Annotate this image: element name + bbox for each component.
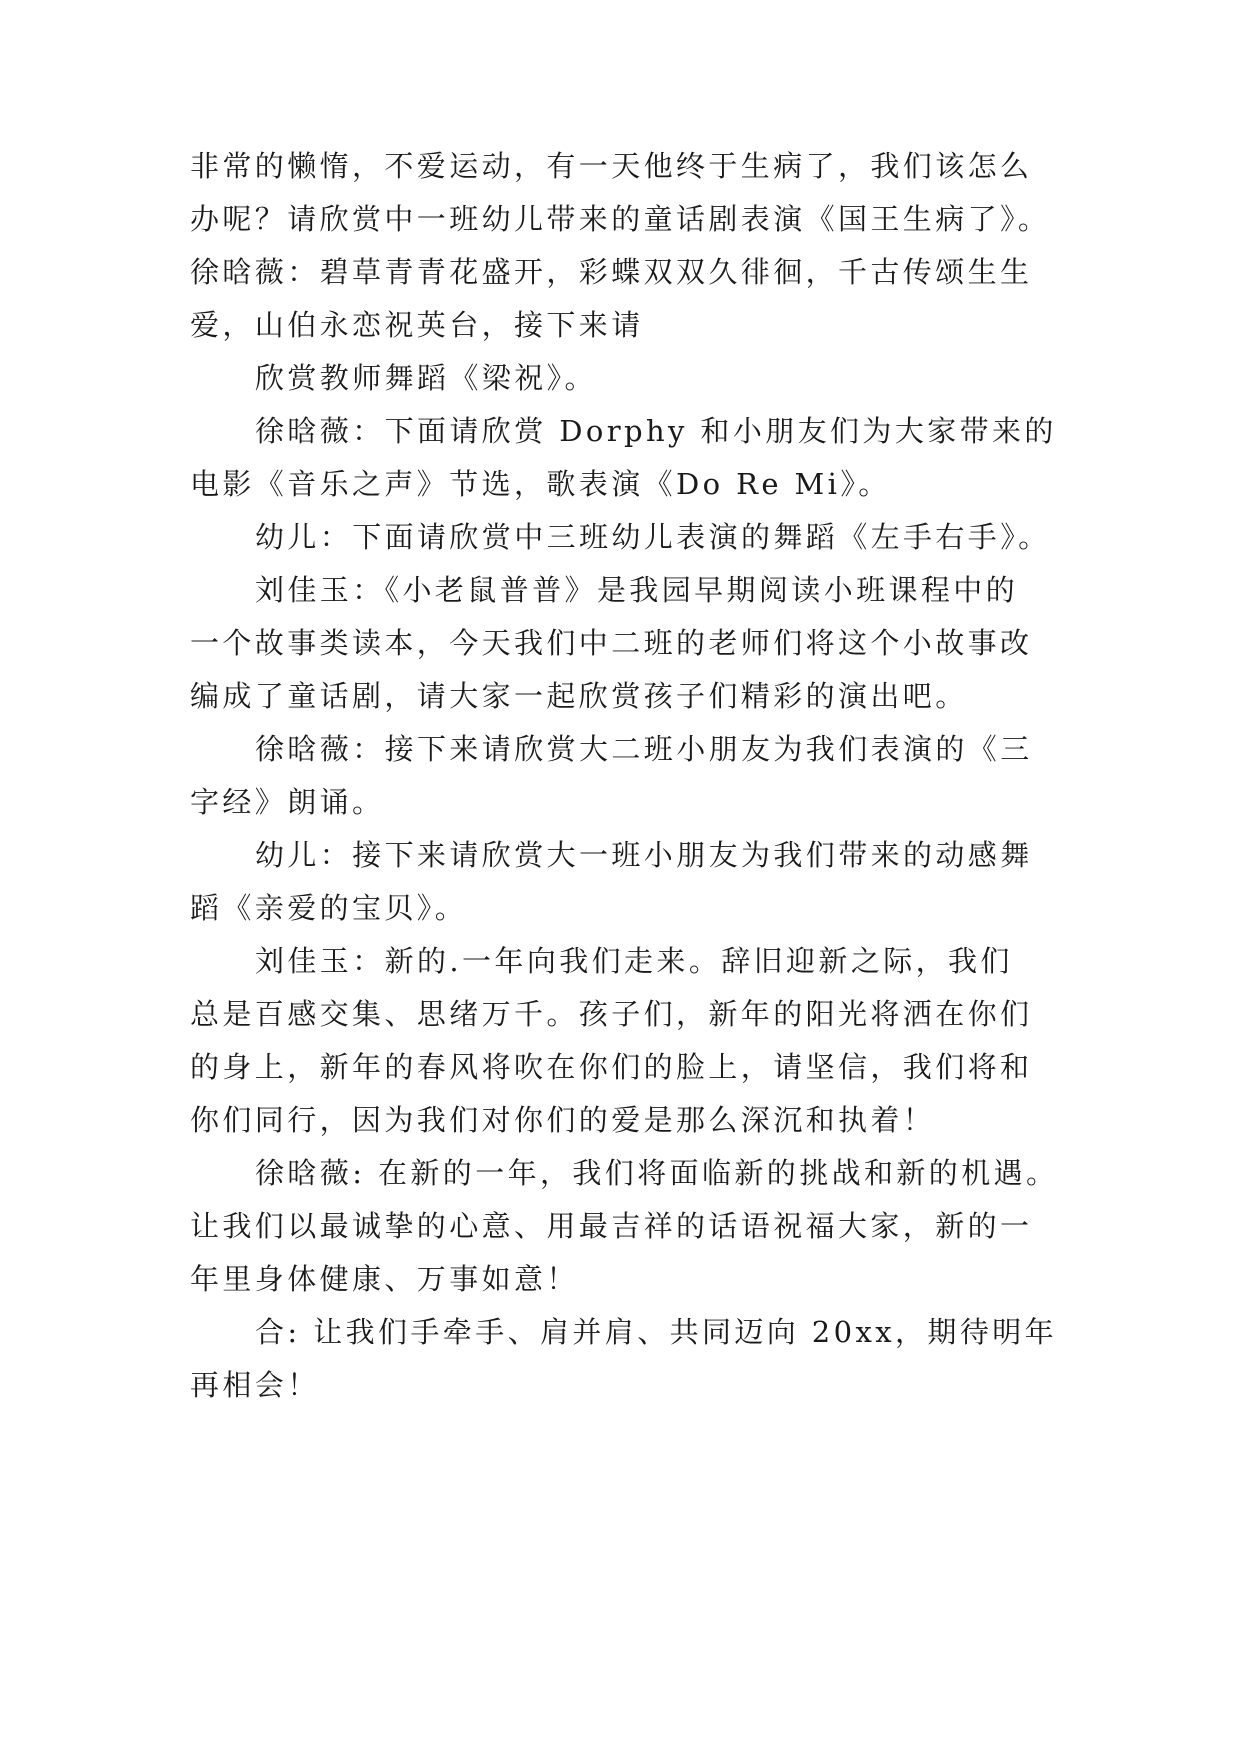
text-line: 编成了童话剧，请大家一起欣赏孩子们精彩的演出吧。 [190,679,968,713]
text-line: 非常的懒惰，不爱运动，有一天他终于生病了，我们该怎么 [190,149,1033,183]
text-line: 欣赏教师舞蹈《梁祝》。 [255,361,597,395]
text-line: 爱，山伯永恋祝英台，接下来请 [190,308,644,342]
text-line: 字经》朗诵。 [190,785,385,819]
text-line: 幼儿：接下来请欣赏大一班小朋友为我们带来的动感舞 [255,838,1033,872]
text-line: 幼儿：下面请欣赏中三班幼儿表演的舞蹈《左手右手》。 [255,520,1051,554]
text-line: 的身上，新年的春风将吹在你们的脸上，请坚信，我们将和 [190,1050,1033,1084]
text-line: 刘佳玉：新的.一年向我们走来。辞旧迎新之际，我们 [255,944,1013,978]
text-line: 蹈《亲爱的宝贝》。 [190,891,468,925]
text-line: 刘佳玉：《小老鼠普普》是我园早期阅读小班课程中的 [255,573,1019,607]
text-line: 办呢？请欣赏中一班幼儿带来的童话剧表演《国王生病了》。 [190,202,1051,236]
text-line: 总是百感交集、思绪万千。孩子们，新年的阳光将洒在你们 [190,997,1033,1031]
text-line: 你们同行，因为我们对你们的爱是那么深沉和执着！ [190,1103,936,1137]
text-line: 让我们以最诚挚的心意、用最吉祥的话语祝福大家，新的一 [190,1209,1033,1243]
text-line: 徐晗薇: 在新的一年，我们将面临新的挑战和新的机遇。 [255,1156,1059,1190]
text-line: 徐晗薇：下面请欣赏 Dorphy 和小朋友们为大家带来的 [255,414,1057,448]
text-line: 一个故事类读本，今天我们中二班的老师们将这个小故事改 [190,626,1033,660]
text-line: 年里身体健康、万事如意！ [190,1262,579,1296]
text-line: 合: 让我们手牵手、肩并肩、共同迈向 20xx，期待明年 [255,1315,1058,1349]
text-line: 再相会！ [190,1368,320,1402]
text-line: 徐晗薇：碧草青青花盛开，彩蝶双双久徘徊，千古传颂生生 [190,255,1033,289]
text-line: 电影《音乐之声》节选，歌表演《Do Re Mi》。 [190,467,891,501]
text-line: 徐晗薇：接下来请欣赏大二班小朋友为我们表演的《三 [255,732,1033,766]
